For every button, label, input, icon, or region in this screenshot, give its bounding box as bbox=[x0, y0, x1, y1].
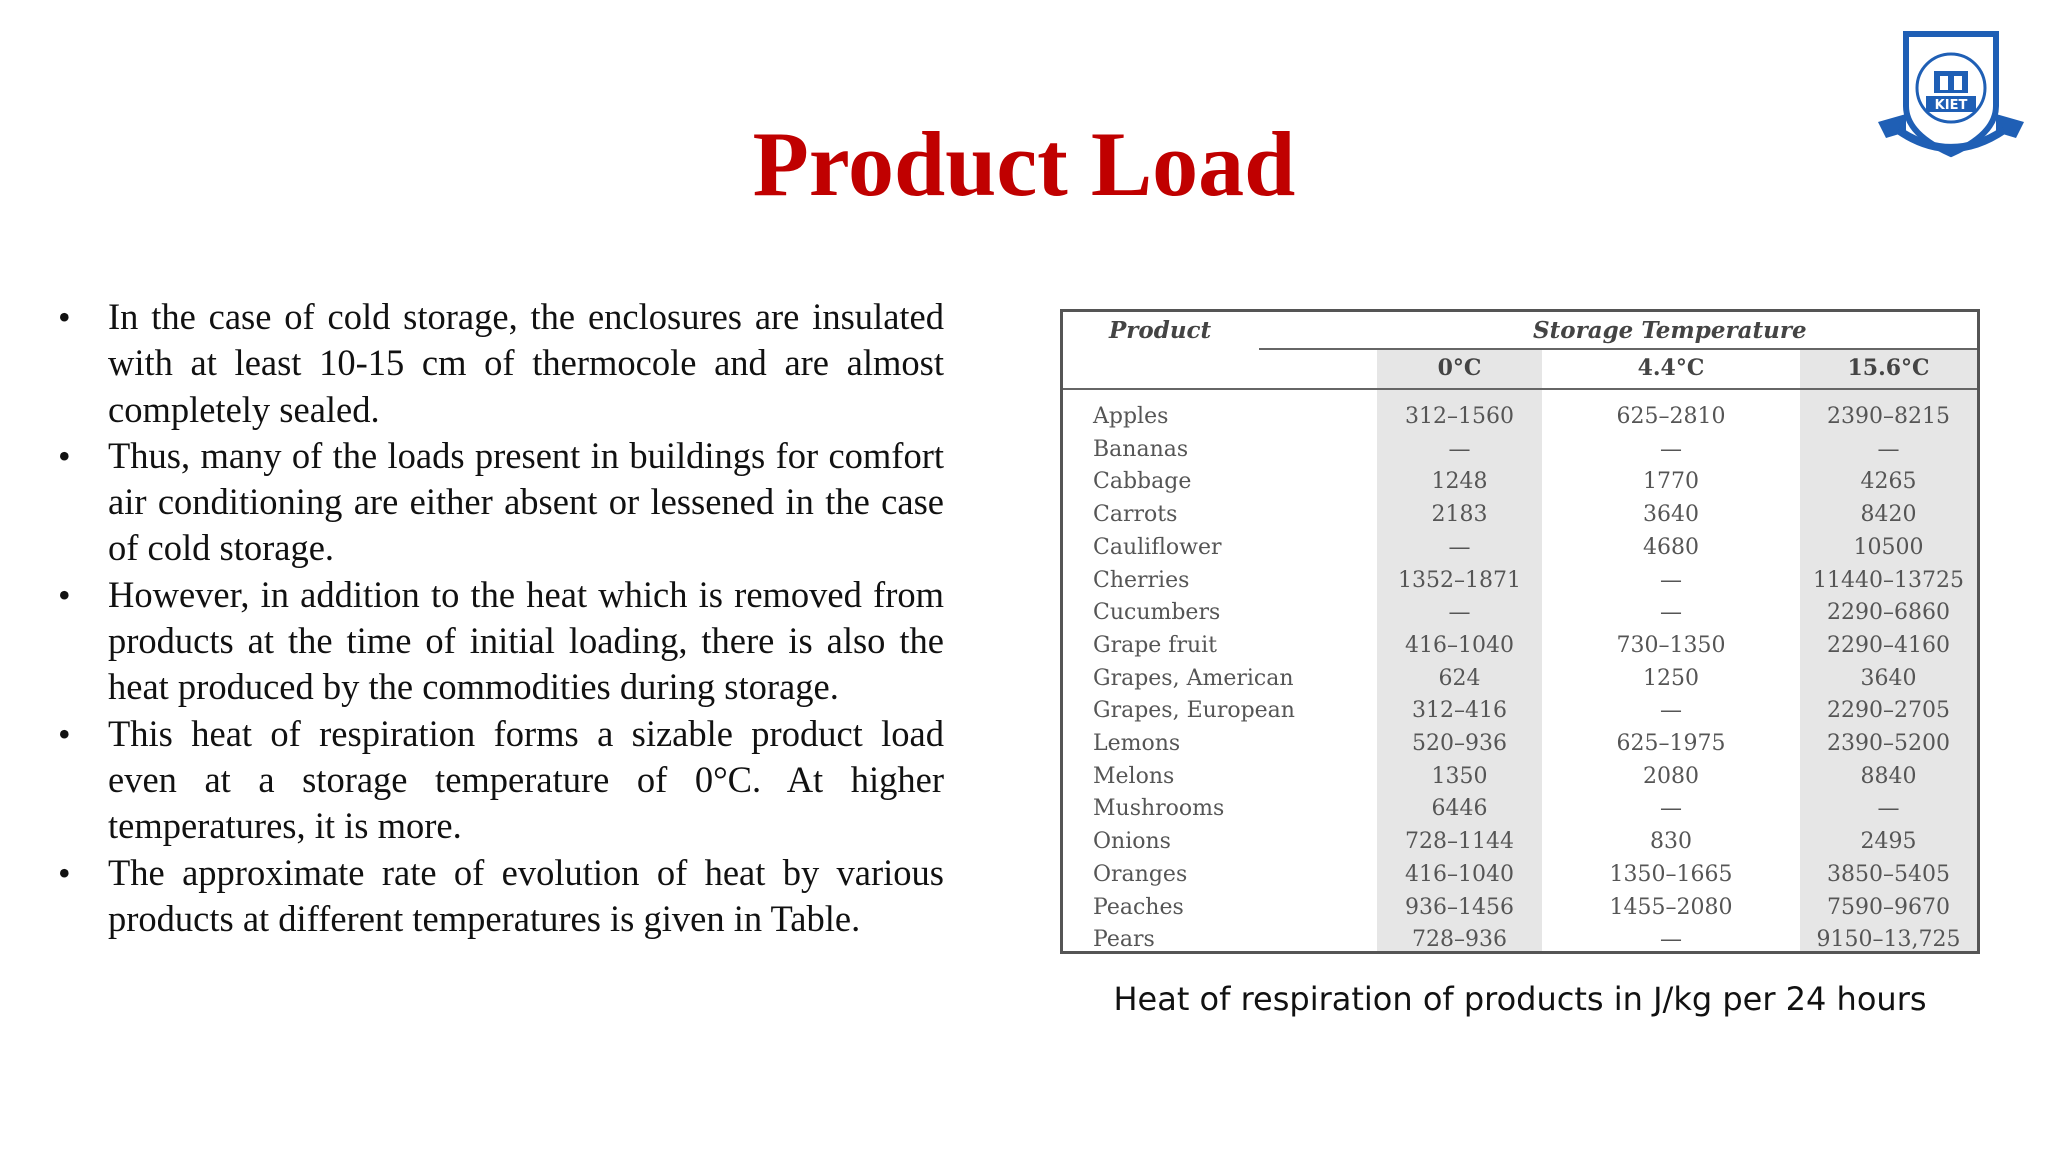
table-row bbox=[1063, 629, 1977, 662]
product-name: Mushrooms bbox=[1093, 796, 1225, 822]
heat-value: 520–936 bbox=[1412, 731, 1507, 756]
product-name: Pears bbox=[1093, 927, 1155, 953]
logo-text: KIET bbox=[1934, 98, 1968, 113]
heat-value: — bbox=[1660, 698, 1682, 724]
product-name: Grapes, American bbox=[1093, 665, 1294, 691]
column-header-4-4c: 4.4°C bbox=[1637, 355, 1705, 381]
table-row bbox=[1063, 662, 1977, 695]
bullet-list bbox=[54, 294, 944, 942]
product-name: Oranges bbox=[1093, 861, 1188, 887]
heat-value: 1352–1871 bbox=[1398, 567, 1521, 593]
heat-value: 2290–2705 bbox=[1827, 698, 1950, 724]
storage-temperature-header: Storage Temperature bbox=[1533, 317, 1807, 344]
heat-value: 8420 bbox=[1860, 502, 1917, 528]
heat-value: 728–1144 bbox=[1405, 829, 1514, 855]
product-name: Peaches bbox=[1093, 894, 1184, 920]
heat-value: 936–1456 bbox=[1405, 894, 1514, 920]
table-row bbox=[1063, 792, 1977, 825]
heat-value: 7590–9670 bbox=[1827, 894, 1950, 920]
product-name: Cucumbers bbox=[1093, 600, 1221, 626]
heat-value: 416–1040 bbox=[1405, 632, 1514, 658]
bullet-text: However, in addition to the heat which is removed from products at the time of initial loading, there is also the heat produced by the commodities during storage. bbox=[108, 573, 944, 708]
heat-value: 3850–5405 bbox=[1827, 861, 1950, 887]
heat-value: 312–416 bbox=[1412, 698, 1507, 724]
heat-value: 4680 bbox=[1643, 534, 1699, 560]
bullet-dot: • bbox=[58, 435, 71, 476]
heat-value: 6446 bbox=[1431, 796, 1488, 822]
header-bottom-rule bbox=[1063, 388, 1977, 390]
bullet-item bbox=[54, 294, 944, 433]
table-row bbox=[1063, 400, 1977, 433]
table-row bbox=[1063, 531, 1977, 564]
bullet-item bbox=[54, 433, 944, 572]
product-name: Apples bbox=[1093, 404, 1169, 429]
bullet-text: Thus, many of the loads present in buildings for comfort air conditioning are either absent or lessened in the case of cold storage. bbox=[108, 434, 944, 569]
table-row bbox=[1063, 727, 1977, 760]
kiet-logo bbox=[1876, 26, 2026, 166]
heat-value: 2183 bbox=[1431, 502, 1488, 528]
heat-value: — bbox=[1448, 436, 1471, 462]
product-name: Carrots bbox=[1093, 502, 1178, 528]
heat-value: 9150–13,725 bbox=[1816, 927, 1961, 953]
page-title: Product Load bbox=[752, 113, 1296, 215]
bullet-text: In the case of cold storage, the enclosures are insulated with at least 10-15 cm of thermocole and are almost completely sealed. bbox=[108, 296, 944, 430]
table-row bbox=[1063, 923, 1977, 956]
product-name: Lemons bbox=[1093, 731, 1181, 756]
bullet-dot: • bbox=[58, 297, 71, 337]
heat-value: 1350 bbox=[1431, 763, 1488, 789]
heat-value: 1770 bbox=[1643, 469, 1699, 495]
heat-value: — bbox=[1660, 600, 1682, 626]
heat-value: — bbox=[1660, 927, 1682, 953]
product-column-header: Product bbox=[1109, 317, 1212, 344]
heat-value: 416–1040 bbox=[1405, 861, 1514, 887]
table-row bbox=[1063, 858, 1977, 891]
column-header-0c: 0°C bbox=[1437, 355, 1482, 381]
heat-value: 730–1350 bbox=[1616, 632, 1726, 658]
heat-value: — bbox=[1660, 796, 1682, 822]
table-row bbox=[1063, 760, 1977, 793]
heat-value: — bbox=[1877, 796, 1900, 822]
heat-value: 2390–5200 bbox=[1827, 731, 1950, 756]
table-row bbox=[1063, 498, 1977, 531]
heat-value: 11440–13725 bbox=[1813, 567, 1964, 593]
table-row bbox=[1063, 825, 1977, 858]
bullet-dot: • bbox=[58, 713, 71, 754]
column-header-15-6c: 15.6°C bbox=[1847, 355, 1930, 381]
heat-value: 830 bbox=[1650, 829, 1692, 855]
table-caption: Heat of respiration of products in J/kg per 24 hours bbox=[1113, 980, 1927, 1018]
heat-value: 2390–8215 bbox=[1827, 404, 1950, 429]
heat-value: 2290–6860 bbox=[1827, 600, 1950, 626]
table-row bbox=[1063, 465, 1977, 498]
product-name: Melons bbox=[1093, 763, 1175, 789]
heat-value: 3640 bbox=[1643, 502, 1699, 528]
heat-value: — bbox=[1448, 600, 1471, 626]
bullet-text: This heat of respiration forms a sizable product load even at a storage temperature of 0°C. At higher temperatures, it is more. bbox=[108, 712, 944, 847]
bullet-item bbox=[54, 711, 944, 850]
heat-value: — bbox=[1660, 436, 1682, 462]
heat-value: — bbox=[1877, 436, 1900, 462]
heat-value: 2290–4160 bbox=[1827, 632, 1950, 658]
bullet-item bbox=[54, 572, 944, 711]
heat-value: 312–1560 bbox=[1405, 404, 1514, 429]
heat-value: 1350–1665 bbox=[1609, 861, 1733, 887]
respiration-table bbox=[1060, 309, 1980, 954]
heat-value: 1455–2080 bbox=[1609, 894, 1733, 920]
heat-value: 1248 bbox=[1431, 469, 1488, 495]
table-row bbox=[1063, 891, 1977, 924]
heat-value: 1250 bbox=[1643, 665, 1699, 691]
product-name: Cabbage bbox=[1093, 469, 1192, 495]
heat-value: 3640 bbox=[1860, 665, 1917, 691]
bullet-text: The approximate rate of evolution of heat by various products at different temperatures is given in Table. bbox=[108, 851, 944, 939]
heat-value: 4265 bbox=[1860, 469, 1917, 495]
heat-value: 2080 bbox=[1643, 763, 1699, 789]
heat-value: 728–936 bbox=[1412, 927, 1507, 953]
table-row bbox=[1063, 564, 1977, 597]
product-name: Grape fruit bbox=[1093, 632, 1218, 658]
table-row bbox=[1063, 596, 1977, 629]
heat-value: 624 bbox=[1438, 665, 1481, 691]
bullet-dot: • bbox=[58, 852, 71, 893]
header-divider bbox=[1259, 348, 1977, 350]
heat-value: — bbox=[1660, 567, 1682, 593]
heat-value: 8840 bbox=[1860, 763, 1917, 789]
heat-value: 625–2810 bbox=[1616, 404, 1726, 429]
product-name: Grapes, European bbox=[1093, 698, 1295, 724]
table-row bbox=[1063, 694, 1977, 727]
bullet-item bbox=[54, 850, 944, 943]
product-name: Bananas bbox=[1093, 436, 1189, 462]
product-name: Onions bbox=[1093, 829, 1171, 855]
product-name: Cherries bbox=[1093, 567, 1190, 593]
product-name: Cauliflower bbox=[1093, 534, 1222, 560]
bullet-dot: • bbox=[58, 574, 71, 615]
heat-value: 10500 bbox=[1853, 534, 1924, 560]
heat-value: 2495 bbox=[1860, 829, 1917, 855]
heat-value: — bbox=[1448, 534, 1471, 560]
heat-value: 625–1975 bbox=[1616, 731, 1726, 756]
table-row bbox=[1063, 433, 1977, 466]
